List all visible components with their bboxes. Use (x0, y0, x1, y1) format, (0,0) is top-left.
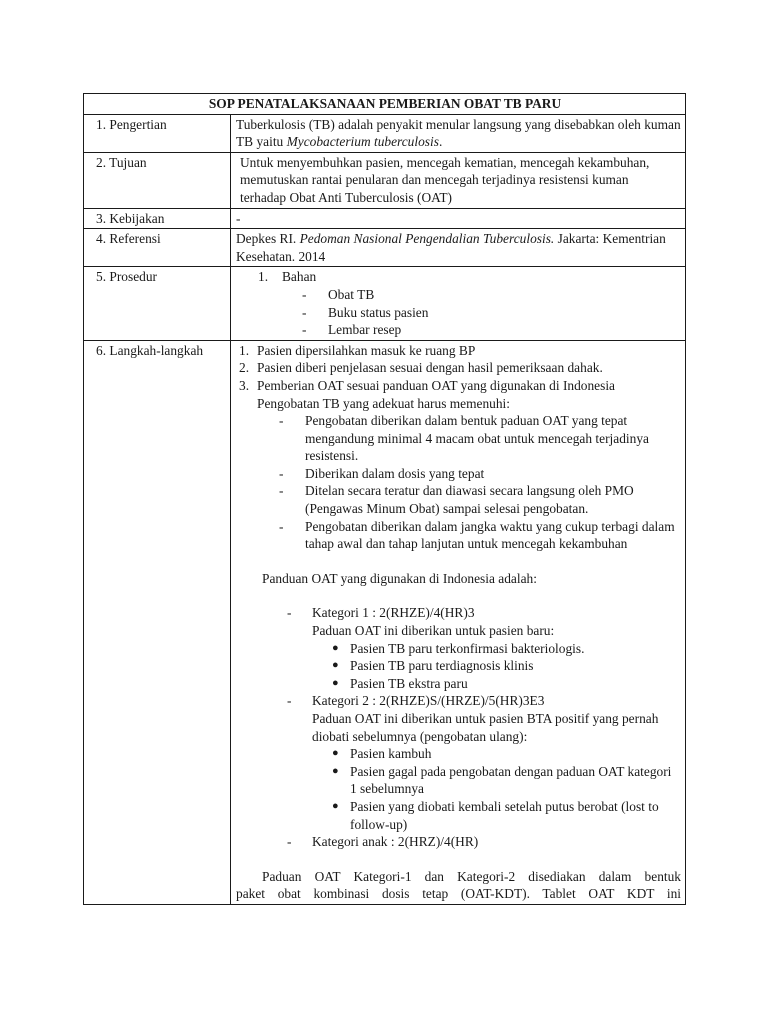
spacer (236, 587, 681, 604)
list-item: ● Pasien kambuh (332, 746, 432, 762)
referensi-author: Depkes RI. (236, 231, 300, 247)
spacer (236, 851, 681, 868)
pengertian-italic: Mycobacterium tuberculosis (286, 134, 439, 150)
row-tujuan (84, 152, 686, 208)
step-1: 1. Pasien dipersilahkan masuk ke ruang BP (239, 342, 476, 358)
list-item: ● Pasien TB paru terkonfirmasi bakteriologis. (332, 640, 585, 656)
list-item: ● Pasien TB ekstra paru (332, 675, 468, 691)
list-item: - Buku status pasien (302, 304, 429, 320)
kategori-2-desc: Paduan OAT ini diberikan untuk pasien BTA positif yang pernah diobati sebelumnya (pengobatan ulang): (312, 711, 659, 744)
kategori-1: - Kategori 1 : 2(RHZE)/4(HR)3 (287, 605, 475, 621)
label-prosedur: 5. Prosedur (84, 267, 231, 340)
content-langkah (231, 340, 686, 904)
content-kebijakan: - (231, 208, 686, 229)
row-langkah (84, 340, 686, 904)
list-item: ● Pasien yang diobati kembali setelah putus berobat (lost to follow-up) (332, 798, 659, 832)
pengertian-text: Tuberkulosis (TB) adalah penyakit menular langsung yang disebabkan oleh kuman TB yaitu (236, 116, 681, 150)
kategori-1-desc: Paduan OAT ini diberikan untuk pasien baru: (312, 623, 555, 639)
list-item: - Obat TB (302, 286, 375, 302)
step-2: 2. Pasien diberi penjelasan sesuai dengan hasil pemeriksaan dahak. (239, 360, 603, 376)
row-prosedur (84, 267, 686, 340)
pengertian-end: . (438, 134, 443, 150)
list-item: - Lembar resep (302, 322, 402, 338)
criteria-item: - Diberikan dalam dosis yang tepat (279, 465, 485, 481)
title-row (84, 94, 686, 115)
label-langkah: 6. Langkah-langkah (84, 340, 231, 904)
criteria-item: - Pengobatan diberikan dalam jangka waktu yang cukup terbagi dalam tahap awal dan tahap lanjutan untuk mencegah kekambuhan (279, 518, 675, 552)
row-pengertian (84, 114, 686, 152)
kategori-anak: - Kategori anak : 2(HRZ)/4(HR) (287, 834, 479, 850)
label-referensi: 4. Referensi (84, 229, 231, 267)
tujuan-text: Untuk menyembuhkan pasien, mencegah kematian, mencegah kekambuhan, memutuskan rantai penularan dan mencegah terjadinya resistensi kuman terhadap Obat Anti Tuberculosis (OAT) (240, 154, 650, 205)
criteria-item: - Ditelan secara teratur dan diawasi secara langsung oleh PMO (Pengawas Minum Obat) sampai selesai pengobatan. (279, 483, 634, 517)
list-item: ● Pasien gagal pada pengobatan dengan paduan OAT kategori 1 sebelumnya (332, 763, 672, 797)
closing-line-2: paket obat kombinasi dosis tetap (OAT-KDT). Tablet OAT KDT ini (236, 886, 682, 902)
document-title: SOP PENATALAKSANAAN PEMBERIAN OBAT TB PARU (84, 94, 686, 115)
step-3-subtitle: Pengobatan TB yang adekuat harus memenuhi: (257, 395, 510, 411)
kategori-2: - Kategori 2 : 2(RHZE)S/(HRZE)/5(HR)3E3 (287, 693, 545, 709)
referensi-title: Pedoman Nasional Pengendalian Tuberculosis. (299, 231, 555, 247)
content-tujuan (231, 152, 686, 208)
content-prosedur (231, 267, 686, 340)
row-kebijakan (84, 208, 686, 229)
label-pengertian: 1. Pengertian (84, 114, 231, 152)
panduan-heading: Panduan OAT yang digunakan di Indonesia adalah: (262, 570, 537, 586)
step-3: 3. Pemberian OAT sesuai panduan OAT yang digunakan di Indonesia (239, 377, 616, 393)
sop-table (83, 93, 686, 905)
content-pengertian (231, 114, 686, 152)
row-referensi (84, 229, 686, 267)
spacer (236, 553, 681, 570)
criteria-item: - Pengobatan diberikan dalam bentuk paduan OAT yang tepat mengandung minimal 4 macam obat untuk mencegah terjadinya resistensi. (279, 413, 649, 464)
label-tujuan: 2. Tujuan (84, 152, 231, 208)
content-referensi (231, 229, 686, 267)
prosedur-heading: 1. Bahan (258, 269, 317, 285)
closing-line-1: Paduan OAT Kategori-1 dan Kategori-2 disediakan dalam bentuk (262, 868, 682, 884)
referensi-publisher: Jakarta: Kementrian Kesehatan. 2014 (236, 231, 666, 264)
list-item: ● Pasien TB paru terdiagnosis klinis (332, 658, 534, 674)
label-kebijakan: 3. Kebijakan (84, 208, 231, 229)
